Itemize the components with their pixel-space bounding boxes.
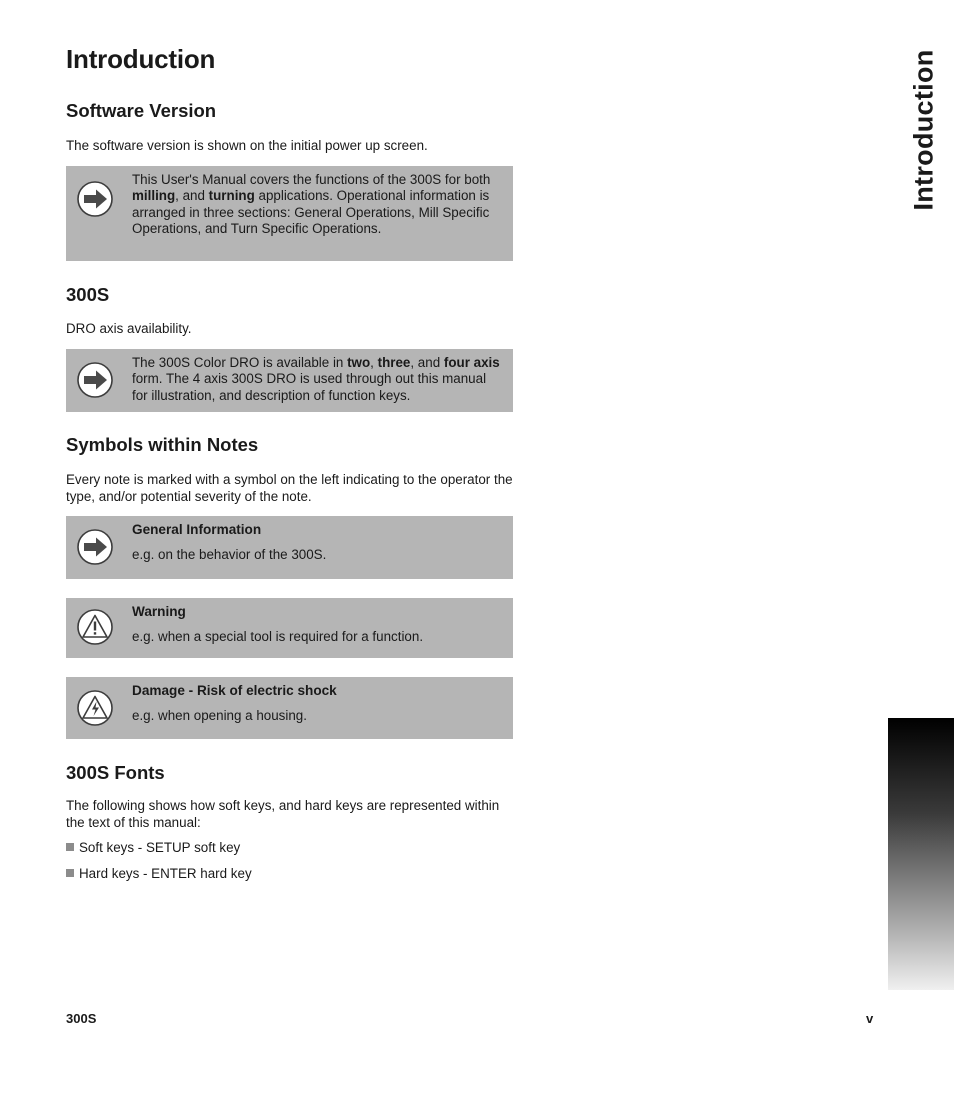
side-tab-label: Introduction xyxy=(908,49,939,211)
footer-product-name: 300S xyxy=(66,1011,97,1026)
note-description: e.g. on the behavior of the 300S. xyxy=(132,547,327,562)
list-item xyxy=(66,866,252,882)
heading-300s-fonts: 300S Fonts xyxy=(66,762,165,783)
note-box-axis-availability xyxy=(66,349,513,412)
note-box-warning xyxy=(66,598,513,658)
list-item-label: Hard keys - ENTER hard key xyxy=(79,866,252,881)
heading-symbols-within-notes: Symbols within Notes xyxy=(66,434,259,455)
note-title: Warning xyxy=(132,604,186,619)
note-text: The 300S Color DRO is available in two, three, and four axis form. The 4 axis 300S DRO is used through out this manual for illustration, and description of function keys. xyxy=(132,355,500,403)
arrow-right-icon xyxy=(76,528,114,566)
software-version-text: The software version is shown on the initial power up screen. xyxy=(66,138,428,153)
list-item xyxy=(66,840,240,856)
heading-software-version: Software Version xyxy=(66,100,217,121)
warning-icon xyxy=(76,608,114,646)
note-box-manual-scope xyxy=(66,166,513,261)
arrow-right-icon xyxy=(76,180,114,218)
note-box-general-information xyxy=(66,516,513,579)
note-box-electric-shock xyxy=(66,677,513,739)
heading-300s: 300S xyxy=(66,284,110,305)
fonts-text: The following shows how soft keys, and hard keys are represented within the text of this manual: xyxy=(66,798,500,830)
note-title: General Information xyxy=(132,522,262,537)
bullet-square-icon xyxy=(66,869,74,877)
electric-shock-icon xyxy=(76,689,114,727)
symbols-text: Every note is marked with a symbol on the left indicating to the operator the type, and/or potential severity of the note. xyxy=(66,472,513,504)
note-title: Damage - Risk of electric shock xyxy=(132,683,337,698)
300s-text: DRO axis availability. xyxy=(66,321,192,336)
note-text: This User's Manual covers the functions of the 300S for both milling, and turning applications. Operational information is arranged in three sections: General Operations, Mill Specific Operations, and Turn Specific Operations. xyxy=(132,172,491,236)
arrow-right-icon xyxy=(76,361,114,399)
page-title: Introduction xyxy=(66,44,216,74)
note-description: e.g. when a special tool is required for a function. xyxy=(132,629,424,644)
list-item-label: Soft keys - SETUP soft key xyxy=(79,840,241,855)
side-tab-gradient xyxy=(888,718,954,990)
note-description: e.g. when opening a housing. xyxy=(132,708,307,723)
bullet-square-icon xyxy=(66,843,74,851)
page-number: v xyxy=(866,1011,874,1026)
